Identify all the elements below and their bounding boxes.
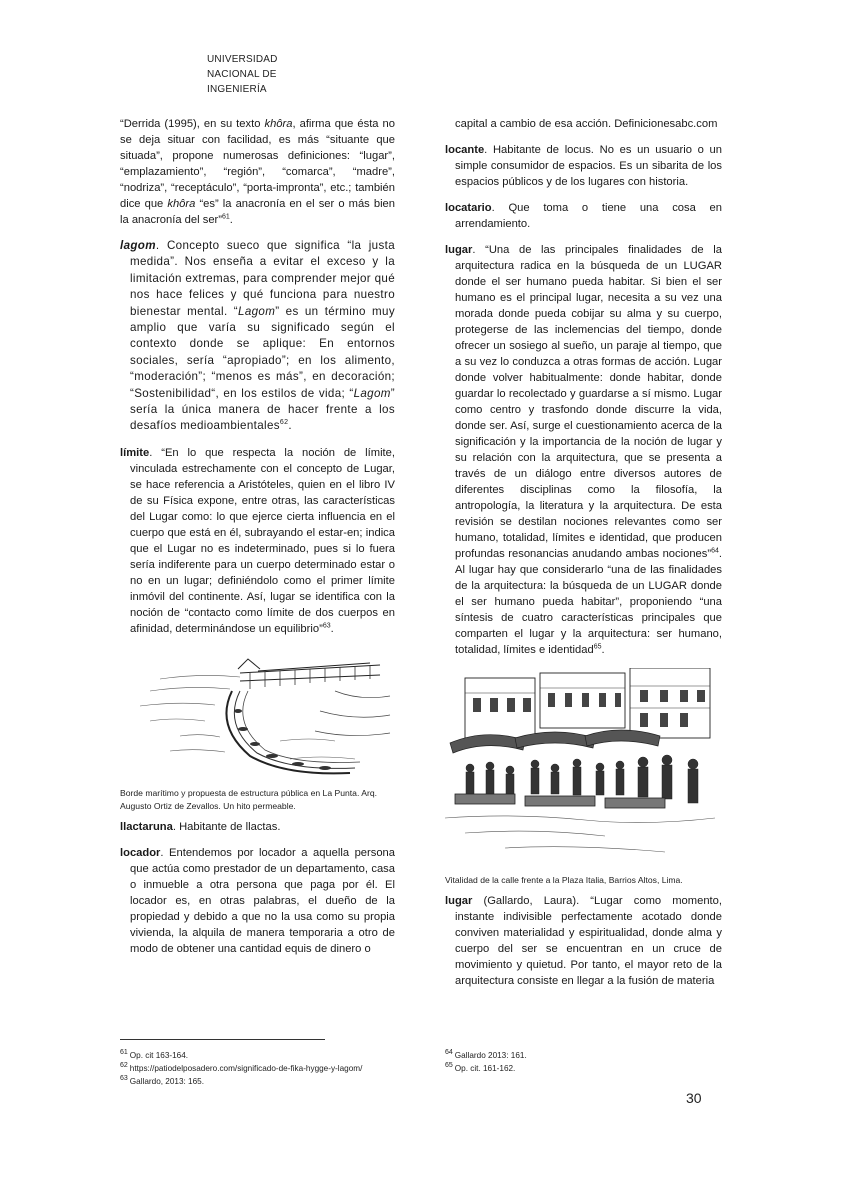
- figure-la-punta: [120, 651, 395, 813]
- university-header: [207, 52, 278, 97]
- footnote-ref-64[interactable]: 64: [711, 547, 719, 555]
- entry-lugar: lugar. “Una de las principales finalidades de la arquitectura radica en la búsqueda de un LUGAR donde el ser humano pueda habitar. Si bien el ser humano es el principal lugar, necesita a su vez una morada donde pueda cobijar su alma y su cuerpo, protegerse de las inclemencias del tiempo, donde ofrecer un sosiego al sueño, un paraje al tiempo, que a su vez lo conduzca a otras formas de acción. Lugar donde volver habitualmente: donde habitar, donde guardar lo recolectado y guardarse a sí mismo. Lugar como centro y trasfondo donde discurre la vida, donde ser. Así, surge el cuestionamiento acerca de la significación y la importancia de la noción de lugar y su relación con la arquitectura, que se presenta a través de un diálogo entre diversos autores de diferentes disciplinas como la filosofía, la antropología, la literatura y la arquitectura. De esta revisión se destilan nociones relevantes como ser humano, totalidad, límites e identidad, que producen profundas resonancias anudando ambas nociones”$^{64}$. Al lugar hay que considerarlo “una de las finalidades de la arquitectura: la búsqueda de un LUGAR donde el ser humano pueda habitar”, proponiendo “una síntesis de cuatro características principales que comparten el lugar y la arquitectura: ser humano, totalidad, límites e identidad$^{65}$.: [445, 244, 722, 656]
- term-lagom: lagom: [120, 239, 156, 252]
- footnote-ref-65[interactable]: 65: [593, 643, 602, 651]
- footnote-ref-62[interactable]: 62: [279, 419, 289, 427]
- footnote-divider: [120, 1039, 325, 1040]
- term-lugar: lugar: [445, 244, 473, 256]
- locador-continuation: capital a cambio de esa acción. Definicionesabc.com: [455, 118, 718, 130]
- entry-locador: locador. Entendemos por locador a aquella persona que actúa como prestador de un departamento, casa o inmueble a otra persona que paga por él. El locador es, en otras palabras, el dueño de la propiedad y debido a que no la usa como su propia vivienda, la alquila de manera temporaria a otro de modo de obtener una cantidad equis de dinero o: [120, 846, 395, 955]
- footnotes-right: [445, 1049, 725, 1075]
- header-line-3: INGENIERÍA: [207, 84, 267, 95]
- entry-llactaruna: llactaruna. Habitante de llactas.: [120, 820, 281, 833]
- entry-lugar-gallardo: lugar (Gallardo, Laura). “Lugar como momento, instante indivisible perfectamente acotado donde conviven materialidad y espiritualidad, donde alma y cuerpo del ser se encuentran en un cruce de movimiento y quietud. Por tanto, el mayor reto de la arquitectura consiste en llegar a la fusión de materia: [445, 895, 722, 987]
- header-line-1: UNIVERSIDAD: [207, 54, 278, 65]
- term-limite: límite: [120, 446, 150, 459]
- sketch-street-market-image: [445, 668, 722, 868]
- term-llactaruna: llactaruna: [120, 820, 173, 833]
- entry-locatario: locatario. Que toma o tiene una cosa en arrendamiento.: [445, 202, 722, 230]
- figure-caption-right: Vitalidad de la calle frente a la Plaza Italia, Barrios Altos, Lima.: [445, 875, 683, 885]
- figure-plaza-italia: [445, 668, 722, 887]
- term-locador: locador: [120, 846, 161, 859]
- footnotes-left: [120, 1049, 420, 1088]
- term-lugar-2: lugar: [445, 895, 473, 907]
- entry-limite: límite. “En lo que respecta la noción de límite, vinculada estrechamente con el concepto de Lugar, se hace referencia a Aristóteles, quien en el libro IV de su Física expone, entre otras, las características del Lugar como: lo que ejerce cierta influencia en el cuerpo que está en él, subrayando el estar-en; indica que el Lugar no es indeterminado, pues si lo fuera sería indiferente para un cuerpo determinado estar o no en un lugar; definiéndolo como el primer límite inmóvil del continente. Así, lugar se identifica con la noción de “contacto como límite de dos cuerpos en afinidad, determinándose un equilibrio”$^{63}$.: [120, 446, 395, 635]
- footnote-62: 62 https://patiodelposadero.com/significado-de-fika-hygge-y-lagom/: [120, 1062, 363, 1073]
- footnote-ref-63[interactable]: 63: [322, 622, 331, 630]
- entry-lagom: lagom. Concepto sueco que significa “la justa medida”. Nos enseña a evitar el exceso y la limitación extremas, para comprender mejor qué nos hace felices y qué funciona para nuestro bienestar mental. “Lagom” es un término muy amplio que varía su significado según el contexto donde se aplique: En entornos sociales, sería “apropiado”; en los alimento, “moderación”; “menos es más”, en decoración; “Sostenibilidad“, en los estilos de vida; “Lagom” sería la única manera de hacer frente a los desafíos medioambientales$^{62}$.: [120, 239, 395, 433]
- term-locante: locante: [445, 144, 485, 156]
- right-column: [445, 116, 722, 999]
- figure-caption-left: Borde marítimo y propuesta de estructura pública en La Punta. Arq. Augusto Ortiz de Zevallos. Un hito permeable.: [120, 787, 378, 811]
- term-locatario: locatario: [445, 202, 492, 214]
- footnote-61: 61 Op. cit 163-164.: [120, 1049, 189, 1060]
- header-line-2: NACIONAL DE: [207, 69, 277, 80]
- footnote-ref-61[interactable]: 61: [222, 213, 230, 221]
- footnote-65: 65 Op. cit. 161-162.: [445, 1062, 516, 1073]
- page-number: 30: [686, 1090, 702, 1106]
- derrida-quote: “Derrida (1995), en su texto khôra, afirma que ésta no se deja situar con facilidad, es más “situante que situada”, propone numerosas definiciones: “lugar”, “emplazamiento”, “región”, “comarca”, “madre”, “nodriza”, “receptáculo”, “porta-impronta”, etc.; también dice que khôra “es” la anacronía en el ser o más bien la anacronía del ser”$^{61}$.: [120, 118, 395, 226]
- sketch-seafront-image: [120, 651, 395, 781]
- left-column: [120, 116, 395, 967]
- footnote-64: 64 Gallardo 2013: 161.: [445, 1049, 527, 1060]
- entry-locante: locante. Habitante de locus. No es un usuario o un simple consumidor de espacios. Es un sibarita de los espacios públicos y de los lugares con historia.: [445, 144, 722, 188]
- footnote-63: 63 Gallardo, 2013: 165.: [120, 1075, 204, 1086]
- footnote-62-link[interactable]: https://patiodelposadero.com/significado-de-fika-hygge-y-lagom/: [129, 1064, 363, 1073]
